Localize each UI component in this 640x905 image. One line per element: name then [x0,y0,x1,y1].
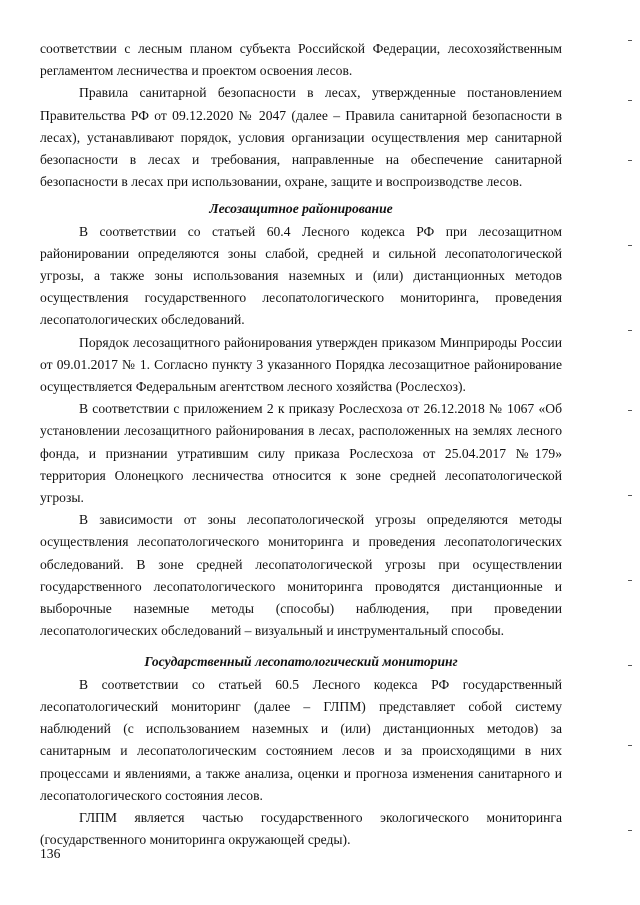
paragraph: В соответствии со статьей 60.5 Лесного кодекса РФ государственный лесопатологический мониторинг (далее – ГЛПМ) представляет собой систему наблюдений (с использованием наземных и (или) дистанционных методов) за санитарным и лесопатологическим состоянием лесов и за происходящими в них процессами и явлениями, а также анализа, оценки и прогноза изменения санитарного и лесопатологического состояния лесов. [40,676,562,803]
paragraph: В соответствии со статьей 60.4 Лесного кодекса РФ при лесозащитном районировании определяются зоны слабой, средней и сильной лесопатологической угрозы, а также зоны использования наземных и (или) дистанционных методов осуществления государственного лесопатологического мониторинга, проведения лесопатологических обследований. [40,223,562,328]
paragraph: Правила санитарной безопасности в лесах, утвержденные постановлением Правительства РФ от 09.12.2020 № 2047 (далее – Правила санитарной безопасности в лесах), устанавливают порядок, условия организации осуществления мер санитарной безопасности в лесах и требования, направленные на обеспечение санитарной безопасности в лесах при использовании, охране, защите и воспроизводстве лесов. [40,85,562,190]
section-heading: Лесозащитное районирование [209,201,393,217]
paragraph: соответствии с лесным планом субъекта Российской Федерации, лесохозяйственным регламентом лесничества и проектом освоения лесов. [40,41,562,79]
paragraph: Порядок лесозащитного районирования утвержден приказом Минприроды России от 09.01.2017 № 1. Согласно пункту 3 указанного Порядка лесозащитное районирование осуществляется Федеральным агентством лесного хозяйства (Рослесхоз). [40,334,562,395]
scan-margin-marks [620,0,640,905]
paragraph: В соответствии с приложением 2 к приказу Рослесхоза от 26.12.2018 № 1067 «Об установлении лесозащитного районирования в лесах, расположенных на землях лесного фонда, и признании утратившим силу приказа Рослесхоза от 25.04.2017 №179» территория Олонецкого лесничества относится к зоне средней лесопатологической угрозы. [40,401,562,506]
paragraph: В зависимости от зоны лесопатологической угрозы определяются методы осуществления лесопатологического мониторинга и проведения лесопатологических обследований. В зоне средней лесопатологической угрозы при осуществлении государственного лесопатологического мониторинга проводятся дистанционные и выборочные наземные методы (способы) наблюдения, при проведении лесопатологических обследований – визуальный и инструментальный способы. [40,512,562,639]
paragraph: ГЛПМ является частью государственного экологического мониторинга (государственного мониторинга окружающей среды). [40,809,562,848]
page-number: 136 [40,846,61,861]
page-content [40,38,562,851]
section-heading: Государственный лесопатологический мониторинг [144,654,458,670]
